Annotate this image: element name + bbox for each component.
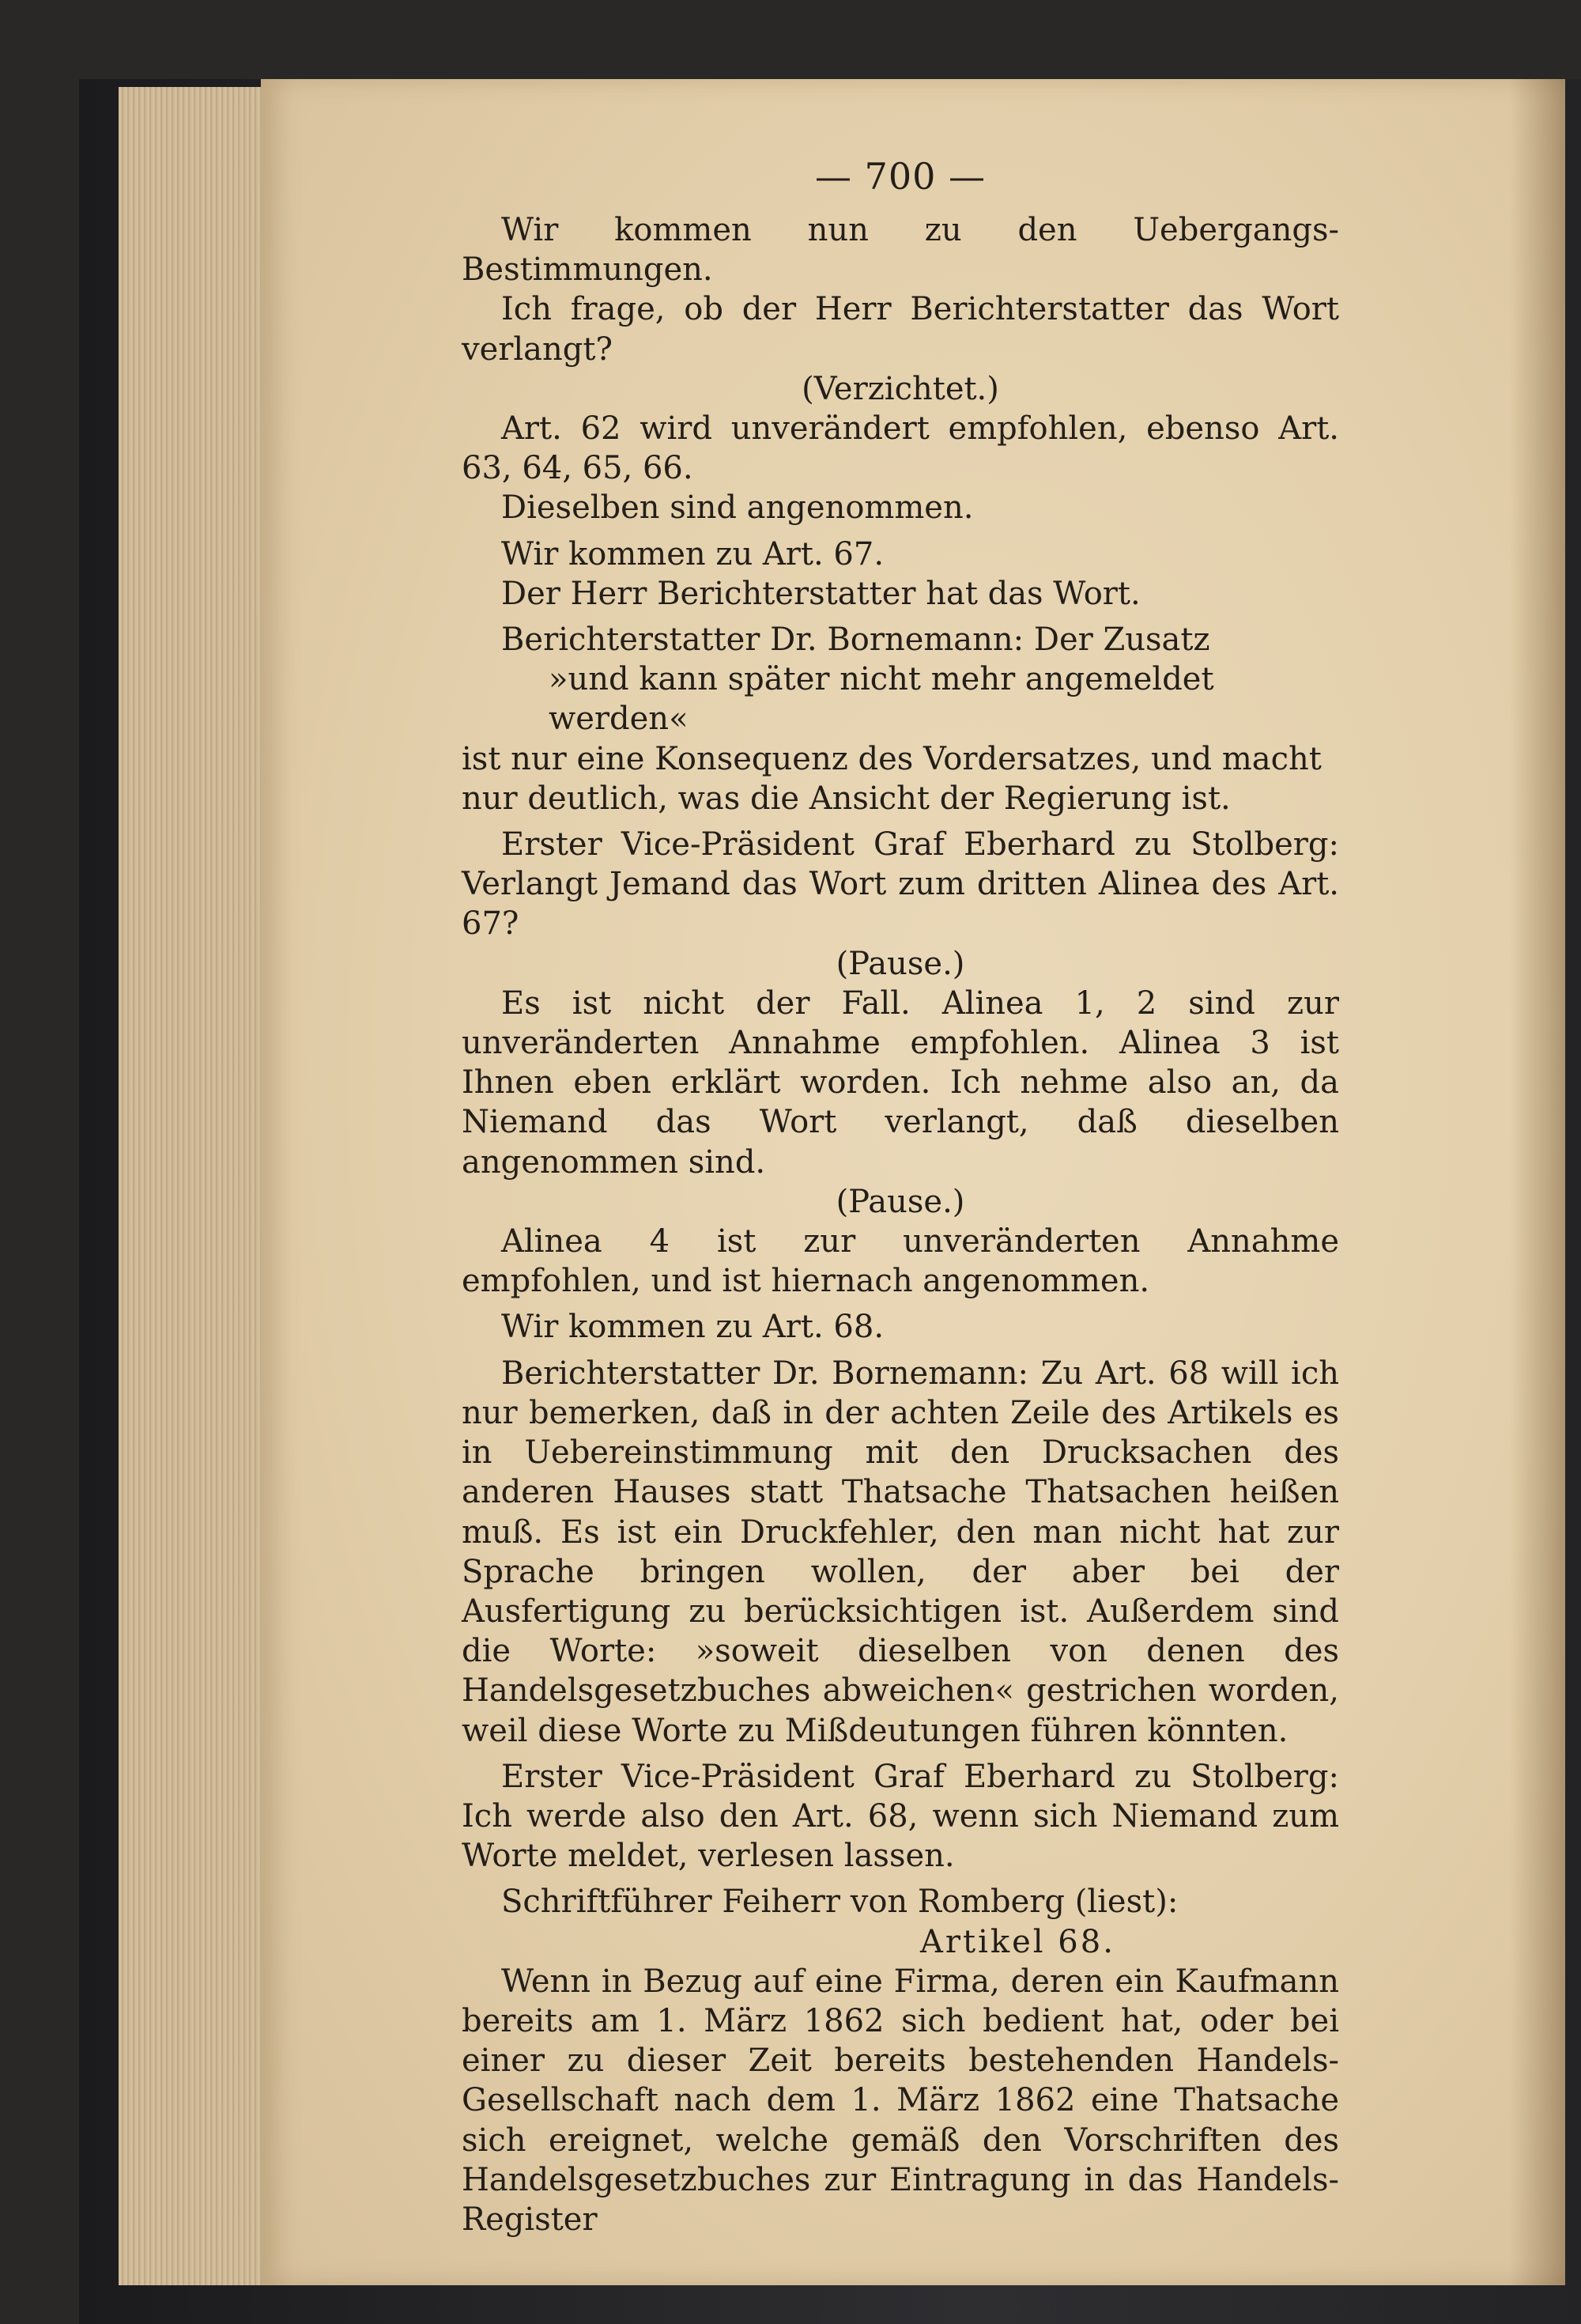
stage-direction: (Pause.) [836,1183,965,1220]
paragraph: Berichterstatter Dr. Bornemann: Zu Art. 68 will ich nur bemerken, daß in der achten Zeile des Artikels es in Uebereinstimmung mit den Drucksachen des anderen Hauses statt Thatsache Thatsachen heißen muß. Es ist ein Druckfehler, den man nicht hat zur Sprache bringen wollen, der aber bei der Ausfertigung zu berücksichtigen ist. Außerdem sind die Worte: »soweit dieselben von denen des Handelsgesetzbuches abweichen« gestrichen worden, weil diese Worte zu Mißdeutungen führen könnten. [462,1355,1339,1749]
paragraph: Dieselben sind angenommen. [501,489,974,527]
stage-direction: (Pause.) [836,945,965,982]
paragraph: Wir kommen zu Art. 67. [501,535,885,572]
paragraph: Alinea 4 ist zur unveränderten Annahme empfohlen, und ist hiernach angenommen. [462,1223,1339,1300]
paragraph: Erster Vice-Präsident Graf Eberhard zu Stolberg: Verlangt Jemand das Wort zum dritten Alinea des Art. 67? [462,826,1339,943]
paragraph: Art. 62 wird unverändert empfohlen, ebenso Art. 63, 64, 65, 66. [462,410,1339,487]
paragraph: (Verzichtet.) [802,370,999,407]
page-edges [119,87,277,2285]
quoted-amendment: »und kann später nicht mehr angemeldet werden« [549,661,1214,738]
paragraph: Wir kommen zu Art. 68. [501,1309,885,1346]
paragraph: Schriftführer Feiherr von Romberg (liest): [501,1884,1179,1921]
paragraph: Es ist nicht der Fall. Alinea 1, 2 sind zur unveränderten Annahme empfohlen. Alinea 3 ist Ihnen eben erklärt worden. Ich nehme also an, da Niemand das Wort verlangt, daß dieselben angenommen sind. [462,984,1339,1181]
page-number: — 700 — [814,155,987,198]
paragraph: Erster Vice-Präsident Graf Eberhard zu Stolberg: Ich werde also den Art. 68, wenn sich Niemand zum Worte meldet, verlesen lassen. [462,1758,1339,1875]
paragraph: ist nur eine Konsequenz des Vordersatzes, und macht nur deutlich, was die Ansicht der Regierung ist. [462,740,1322,817]
paragraph: Wenn in Bezug auf eine Firma, deren ein Kaufmann bereits am 1. März 1862 sich bedient hat, oder bei einer zu dieser Zeit bereits bestehenden Handels-Gesellschaft nach dem 1. März 1862 eine Thatsache sich ereignet, welche gemäß den Vorschriften des Handelsgesetzbuches zur Eintragung in das Handels-Register [462,1963,1339,2238]
book-page [261,79,1565,2285]
paragraph: Der Herr Berichterstatter hat das Wort. [501,575,1141,612]
article-heading: Artikel 68. [920,1923,1115,1960]
paragraph: Ich frage, ob der Herr Berichterstatter das Wort verlangt? [462,291,1339,368]
paragraph: Wir kommen nun zu den Uebergangs-Bestimmungen. [462,212,1339,289]
page-text [462,150,1339,2239]
paragraph: Berichterstatter Dr. Bornemann: Der Zusatz [501,622,1210,659]
page-gutter [1510,79,1565,2285]
